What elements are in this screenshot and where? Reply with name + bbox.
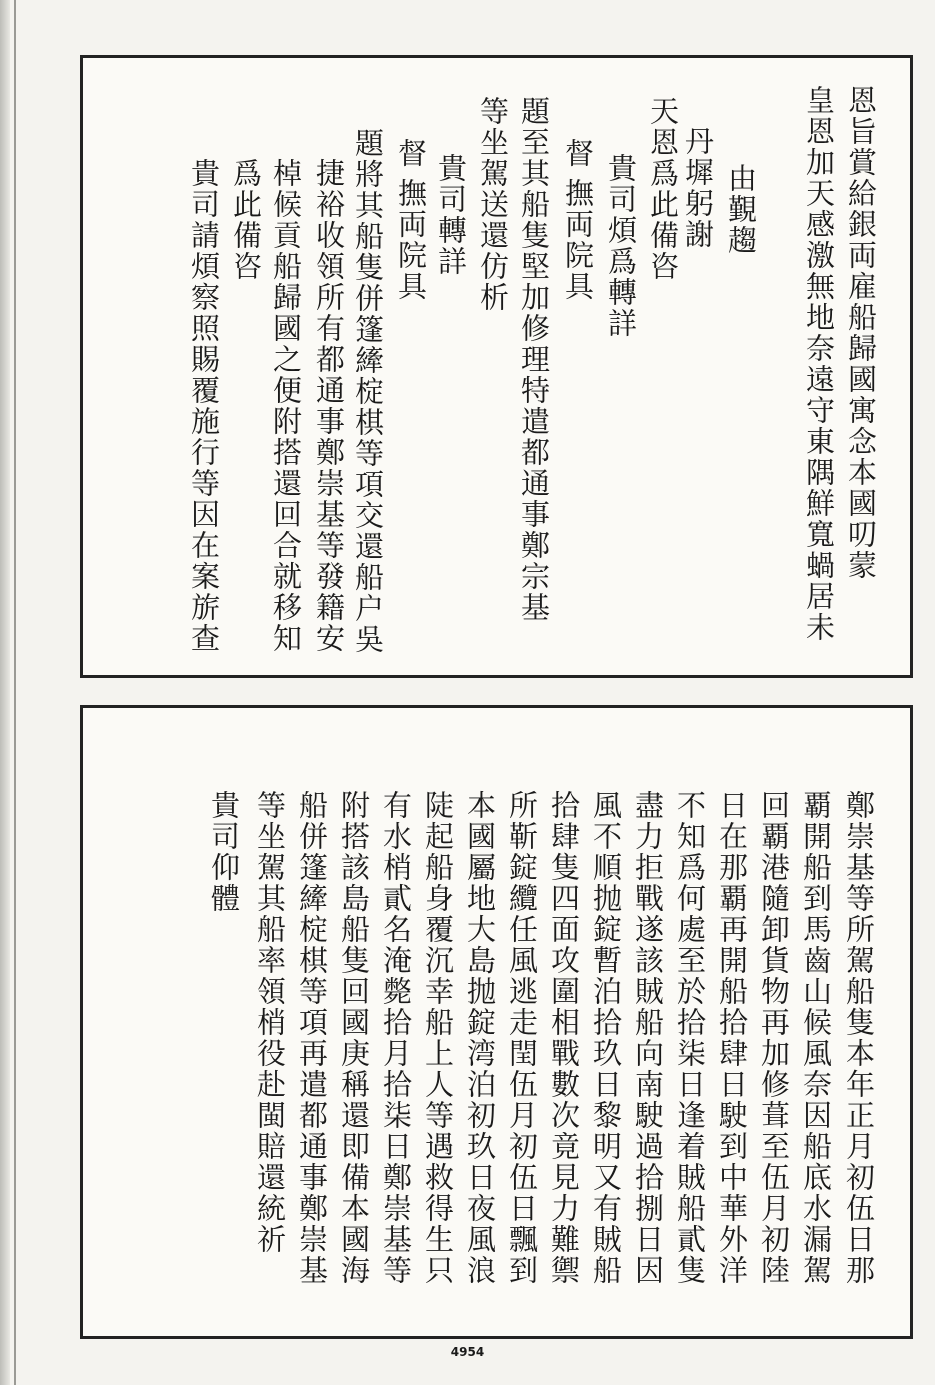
- page-edge-shadow: [0, 0, 10, 1385]
- bottom-column-13: 附搭該島船隻回國庚稱還即備本國海: [337, 790, 371, 1286]
- page-number: 4954: [450, 1345, 485, 1359]
- top-column-13: 撫両院具: [394, 178, 428, 302]
- bottom-column-16: 貴司仰體: [207, 790, 241, 914]
- top-column-4: 丹墀躬謝: [681, 126, 715, 250]
- bottom-column-1: 鄭崇基等所駕船隻本年正月初伍日那: [842, 790, 876, 1286]
- bottom-column-3: 回覇港隨卸貨物再加修葺至伍月初陸: [757, 790, 791, 1286]
- bottom-document-panel: [80, 705, 913, 1339]
- top-column-17: 爲此備咨: [229, 158, 263, 282]
- top-column-2: 皇恩加天感激無地奈遠守東隅鮮寬蝸居未: [802, 85, 836, 643]
- top-column-1: 恩旨賞給銀両雇船歸國寓念本國叨蒙: [844, 85, 878, 581]
- top-column-18: 貴司請煩察照賜覆施行等因在案旂查: [187, 158, 221, 654]
- bottom-column-7: 風不順抛錠暫泊拾玖日黎明又有賊船: [589, 790, 623, 1286]
- bottom-column-8: 拾肆隻四面攻圍相戰數次竟見力難禦: [547, 790, 581, 1286]
- top-column-12: 督: [394, 138, 428, 169]
- top-column-9: 題至其船隻堅加修理特遣都通事鄭宗基: [517, 96, 551, 623]
- top-column-16: 棹候貢船歸國之便附搭還回合就移知: [269, 158, 303, 654]
- bottom-column-4: 日在那覇再開船拾肆日駛到中華外洋: [715, 790, 749, 1286]
- top-column-6: 貴司煩爲轉詳: [604, 153, 638, 339]
- bottom-column-6: 盡力拒戰遂該賊船向南駛過拾捌日因: [631, 790, 665, 1286]
- bottom-column-11: 陡起船身覆沉幸船上人等遇救得生只: [421, 790, 455, 1286]
- top-column-7: 督: [561, 138, 595, 169]
- bottom-column-14: 船併篷縴椗棋等項再遣都通事鄭崇基: [295, 790, 329, 1286]
- bottom-column-15: 等坐駕其船率領梢役赴閩賠還統祈: [253, 790, 287, 1255]
- top-document-panel: [80, 55, 913, 678]
- top-column-14: 題將其船隻併篷縴椗棋等項交還船户吳: [351, 128, 385, 655]
- binding-rule: [14, 0, 16, 1385]
- top-column-10: 等坐駕送還仿析: [476, 96, 510, 313]
- top-column-3: 由覲趨: [724, 163, 758, 256]
- bottom-column-9: 所靳錠纜任風逃走閏伍月初伍日飄到: [505, 790, 539, 1286]
- top-column-8: 撫両院具: [561, 178, 595, 302]
- bottom-column-12: 有水梢貳名淹斃拾月拾柒日鄭崇基等: [379, 790, 413, 1286]
- bottom-column-5: 不知爲何處至於拾柒日逢着賊船貳隻: [673, 790, 707, 1286]
- top-column-5: 天恩爲此備咨: [646, 96, 680, 282]
- bottom-column-2: 覇開船到馬齒山候風奈因船底水漏駕: [799, 790, 833, 1286]
- top-column-15: 捷裕收領所有都通事鄭崇基等發籍安: [312, 158, 346, 654]
- bottom-column-10: 本國屬地大島抛錠湾泊初玖日夜風浪: [463, 790, 497, 1286]
- top-column-11: 貴司轉詳: [434, 153, 468, 277]
